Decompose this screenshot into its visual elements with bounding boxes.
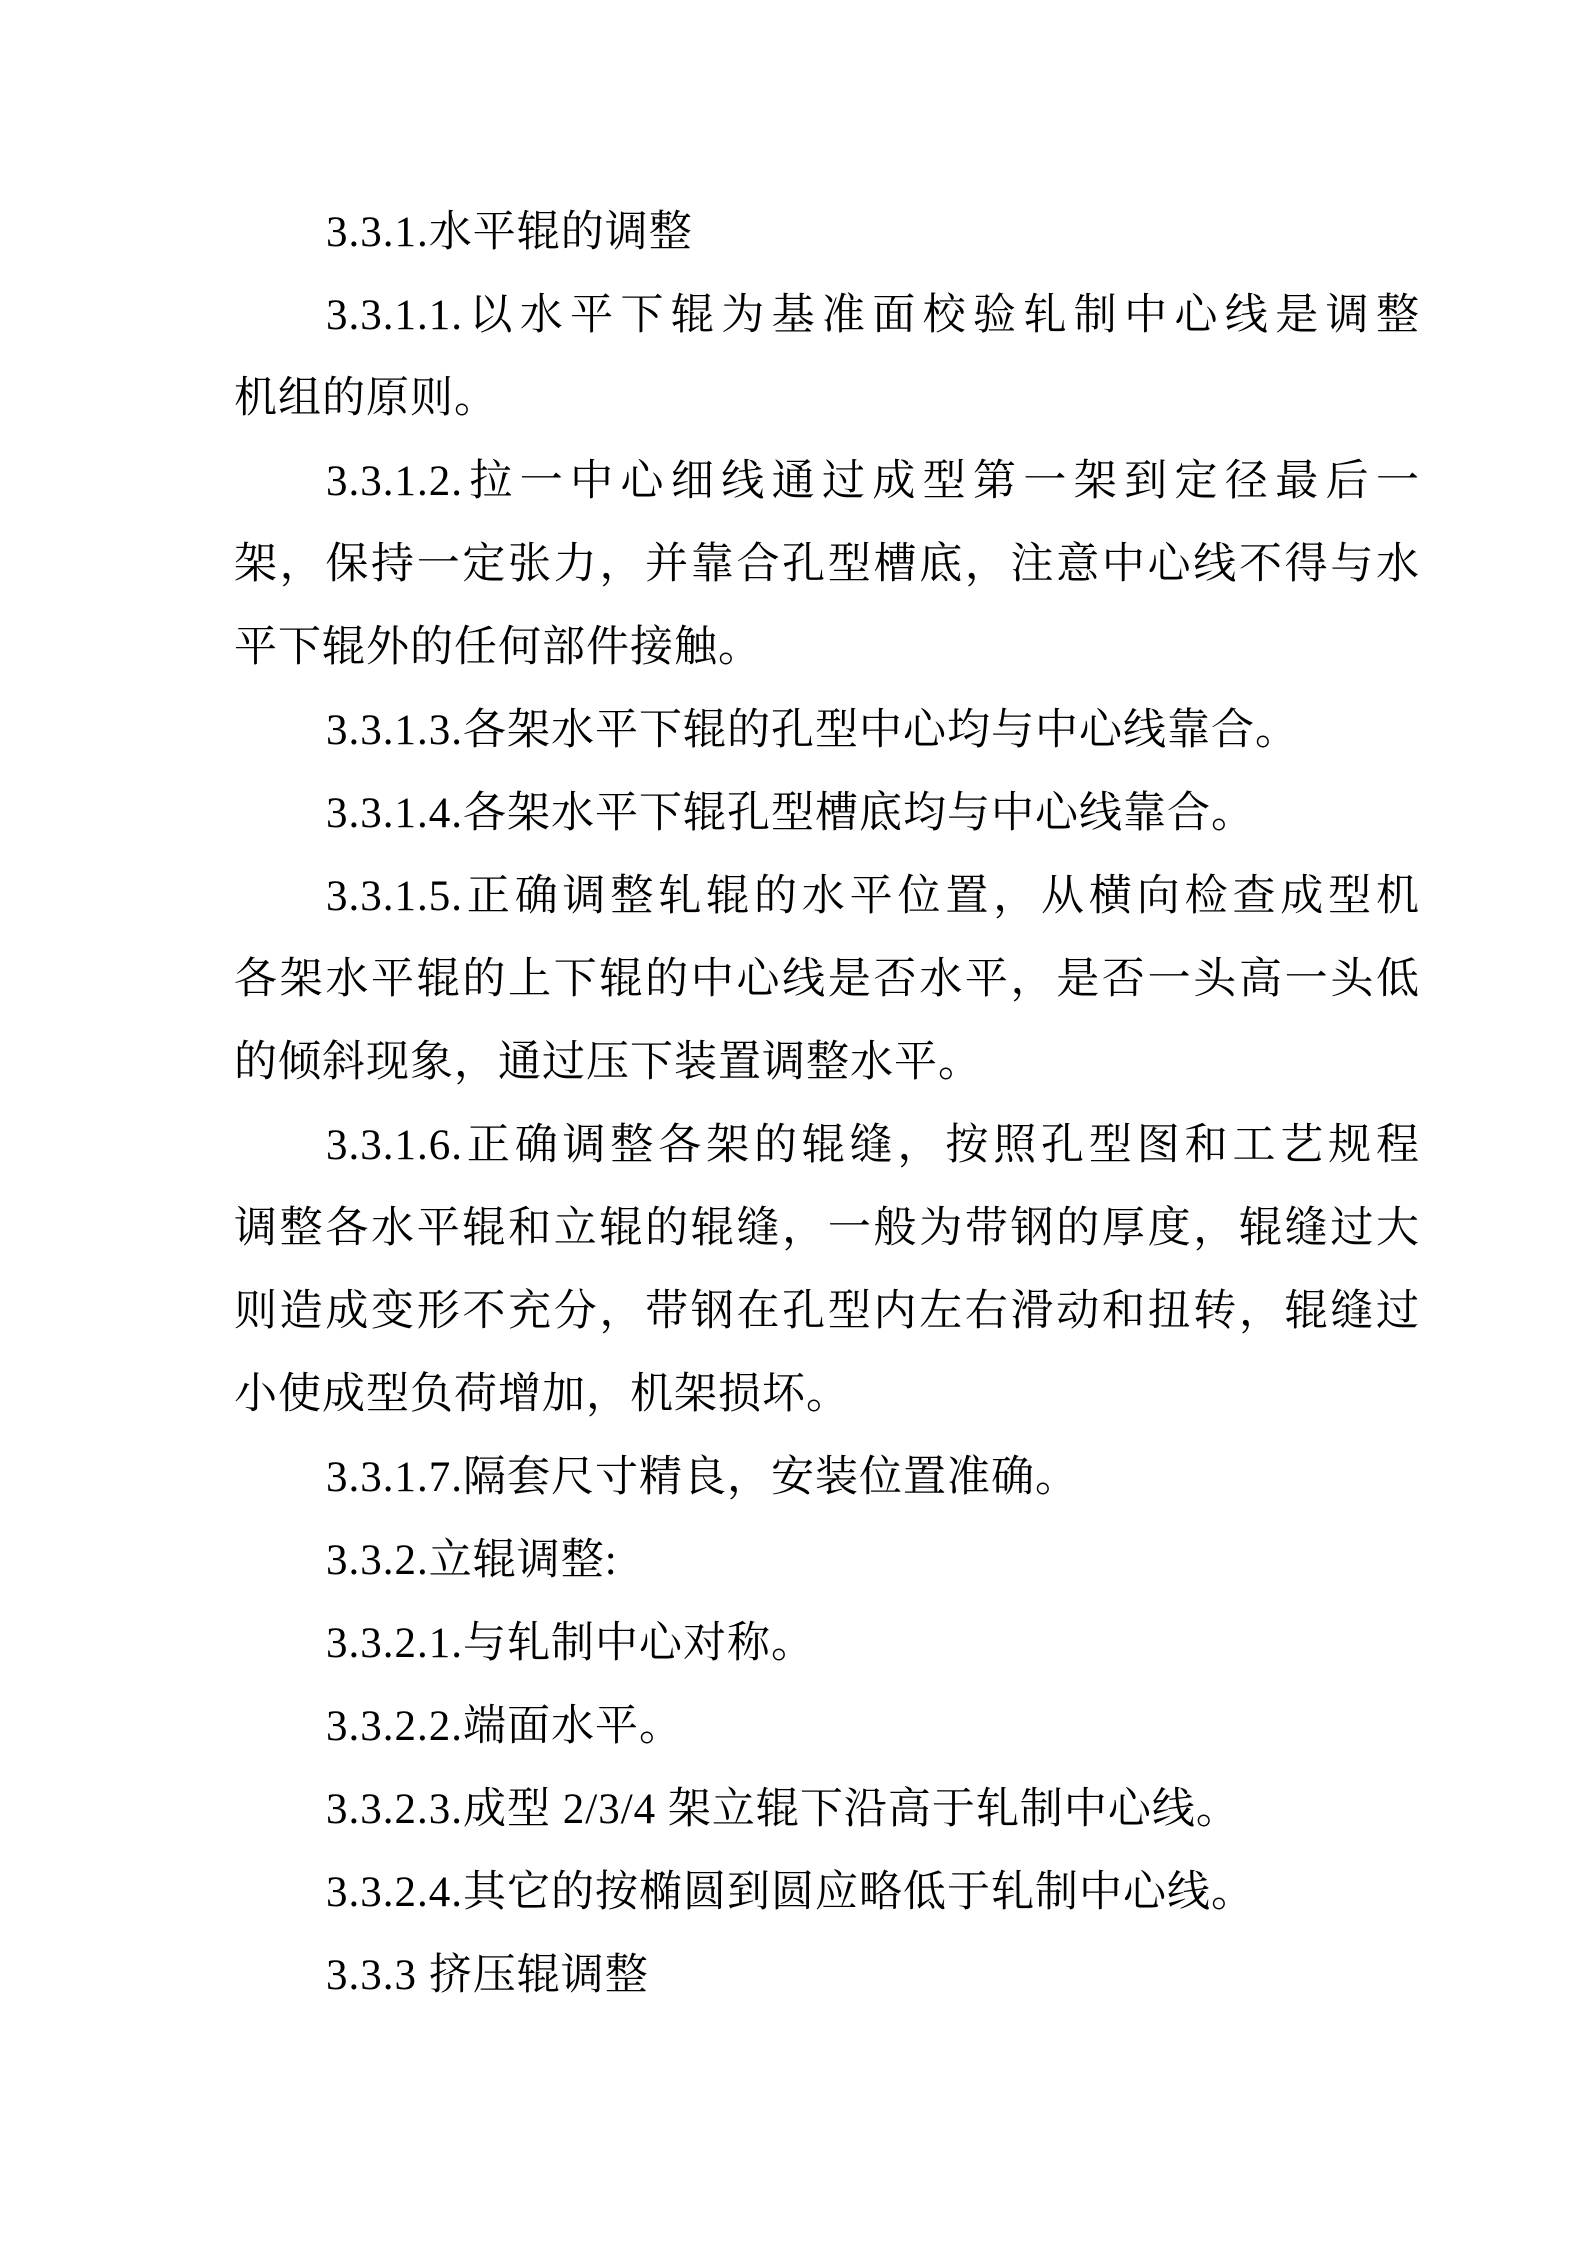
paragraph-line: 的倾斜现象，通过压下装置调整水平。	[234, 1039, 982, 1086]
para-3-3-1-4	[234, 772, 1420, 855]
paragraph-line: 3.3.3 挤压辊调整	[326, 1952, 649, 1999]
paragraph-line: 3.3.1.4.各架水平下辊孔型槽底均与中心线靠合。	[326, 790, 1255, 837]
paragraph-line: 3.3.2.1.与轧制中心对称。	[326, 1620, 815, 1667]
para-3-3-2-3	[234, 1768, 1420, 1851]
paragraph-line: 3.3.2.3.成型 2/3/4 架立辊下沿高于轧制中心线。	[326, 1786, 1240, 1833]
paragraph-line: 3.3.1.水平辊的调整	[326, 209, 693, 256]
paragraph-line: 小使成型负荷增加，机架损坏。	[234, 1371, 850, 1418]
paragraph-line: 各架水平辊的上下辊的中心线是否水平，是否一头高一头低	[234, 956, 1420, 1003]
paragraph-line: 机组的原则。	[234, 375, 498, 422]
para-3-3-1-6	[234, 1104, 1420, 1436]
para-3-3-1-2	[234, 440, 1420, 689]
paragraph-line: 3.3.1.3.各架水平下辊的孔型中心均与中心线靠合。	[326, 707, 1299, 754]
paragraph-line: 3.3.2.立辊调整:	[326, 1537, 618, 1584]
paragraph-line: 平下辊外的任何部件接触。	[234, 624, 762, 671]
paragraph-line: 3.3.2.2.端面水平。	[326, 1703, 683, 1750]
paragraph-line: 3.3.1.2.拉一中心细线通过成型第一架到定径最后一	[326, 458, 1420, 505]
para-3-3-2-2	[234, 1685, 1420, 1768]
paragraph-line: 3.3.1.7.隔套尺寸精良，安装位置准确。	[326, 1454, 1079, 1501]
paragraph-line: 3.3.1.6.正确调整各架的辊缝，按照孔型图和工艺规程	[326, 1122, 1420, 1169]
paragraph-line: 则造成变形不充分，带钢在孔型内左右滑动和扭转，辊缝过	[234, 1288, 1420, 1335]
para-3-3-1-3	[234, 689, 1420, 772]
para-3-3-2	[234, 1519, 1420, 1602]
para-3-3-1-5	[234, 855, 1420, 1104]
para-3-3-1-7	[234, 1436, 1420, 1519]
para-3-3-1-1	[234, 274, 1420, 440]
paragraph-line: 3.3.2.4.其它的按椭圆到圆应略低于轧制中心线。	[326, 1869, 1255, 1916]
para-3-3-3	[234, 1934, 1420, 2017]
para-3-3-2-1	[234, 1602, 1420, 1685]
para-3-3-2-4	[234, 1851, 1420, 1934]
para-3-3-1	[234, 191, 1420, 274]
paragraph-line: 3.3.1.1.以水平下辊为基准面校验轧制中心线是调整	[326, 292, 1420, 339]
paragraph-line: 架，保持一定张力，并靠合孔型槽底，注意中心线不得与水	[234, 541, 1420, 588]
paragraph-line: 3.3.1.5.正确调整轧辊的水平位置，从横向检查成型机	[326, 873, 1420, 920]
paragraph-line: 调整各水平辊和立辊的辊缝，一般为带钢的厚度，辊缝过大	[234, 1205, 1420, 1252]
